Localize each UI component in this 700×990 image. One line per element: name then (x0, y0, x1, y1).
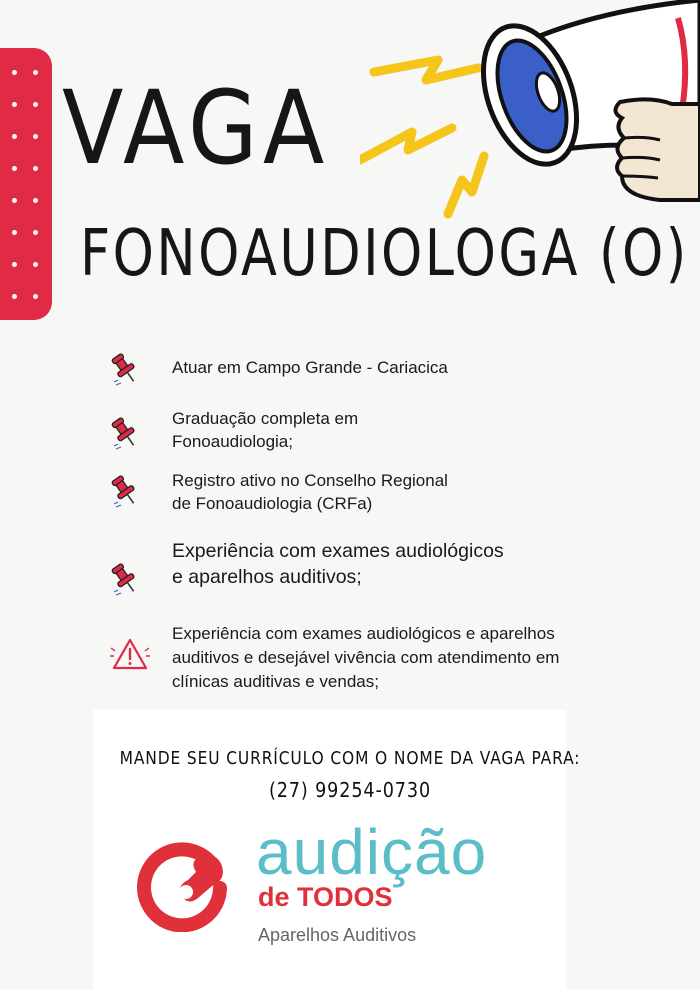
page-title: VAGA (62, 69, 330, 188)
job-role-title: FONOAUDIOLOGA (O) (80, 217, 689, 291)
requirement-text: e aparelhos auditivos; (172, 566, 362, 589)
megaphone-icon (360, 0, 700, 230)
requirement-text: Graduação completa em (172, 409, 359, 428)
brand-name: audição (256, 816, 488, 888)
requirement-text: auditivos e desejável vivência com atendimento em (172, 647, 560, 667)
pushpin-icon (110, 416, 150, 454)
lightning-bolt-icon (374, 60, 478, 80)
warning-icon (110, 636, 150, 676)
requirement-text: Experiência com exames audiológicos (172, 540, 504, 562)
lightning-bolt-icon (360, 128, 452, 160)
brand-logo-icon (136, 836, 232, 932)
list-item (110, 352, 448, 390)
list-item (110, 538, 504, 600)
contact-phone: (27) 99254-0730 (268, 778, 432, 802)
requirement-text: Experiência com exames audiológicos e aparelhos (172, 624, 555, 643)
requirement-text: Fonoaudiologia; (172, 431, 293, 451)
pushpin-icon (110, 562, 150, 600)
pushpin-icon (110, 352, 150, 390)
requirement-text: Atuar em Campo Grande - Cariacica (172, 358, 448, 377)
pushpin-icon (110, 474, 150, 512)
requirement-text: clínicas auditivas e vendas; (172, 671, 379, 691)
cta-instruction: MANDE SEU CURRÍCULO COM O NOME DA VAGA PARA: (119, 748, 581, 769)
requirement-text: Registro ativo no Conselho Regional (172, 471, 448, 490)
decorative-red-tab (0, 48, 52, 320)
brand-subname: de TODOS (258, 882, 393, 912)
brand-tagline: Aparelhos Auditivos (258, 925, 417, 945)
lightning-bolt-icon (448, 156, 484, 214)
requirement-text: de Fonoaudiologia (CRFa) (172, 493, 373, 513)
list-item (110, 470, 448, 516)
list-item (110, 622, 559, 693)
list-item (110, 408, 358, 454)
